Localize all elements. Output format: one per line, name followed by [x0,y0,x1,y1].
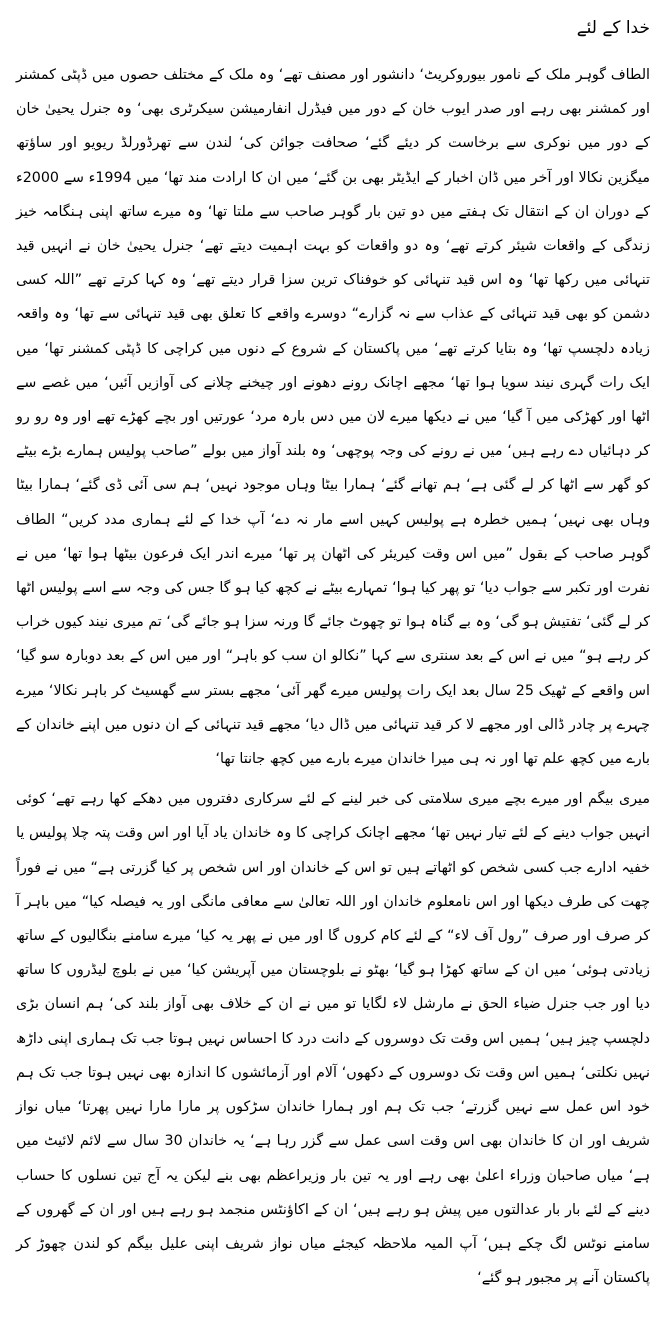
article-title: خدا کے لئے [576,18,650,38]
article-paragraph-2: میری بیگم اور میرے بچے میری سلامتی کی خبر لینے کے لئے سرکاری دفتروں میں دھکے کھا رہے تھے‘ کوئی انہیں جواب دینے کے لئے تیار نہیں تھا‘ مجھے اچانک کراچی کا وہ خاندان یاد آیا اور اس وقت پتہ چلا پولیس یا خفیہ ادارے جب کسی شخص کو اٹھاتے ہیں تو اس کے خاندان اور اس شخص پر کیا گزرتی ہے“ میں نے فوراً چھت کی طرف دیکھا اور اس نامعلوم خاندان اور اللہ تعالیٰ سے معافی مانگی اور یہ فیصلہ کیا“ میں باہر آ کر صرف اور صرف ”رول آف لاء“ کے لئے کام کروں گا اور میں نے پھر یہ کیا‘ میرے سامنے بنگالیوں کے ساتھ زیادتی ہوئی‘ میں ان کے ساتھ کھڑا ہو گیا‘ بھٹو نے بلوچستان میں آپریشن کیا‘ میں نے بلوچ لیڈروں کا ساتھ دیا اور جب جنرل ضیاء الحق نے مارشل لاء لگایا تو میں نے ان کے خلاف بھی آواز بلند کی‘ ہم انسان بڑی دلچسپ چیز ہیں‘ ہمیں اس وقت تک دوسروں کے دانت درد کا احساس نہیں ہوتا جب تک ہماری اپنی داڑھ نہیں نکلتی‘ ہمیں اس وقت تک دوسروں کے دکھوں‘ آلام اور آزمائشوں کا اندازہ بھی نہیں ہوتا جب تک ہم خود اس عمل سے نہیں گزرتے‘ جب تک ہم اور ہمارا خاندان سڑکوں پر مارا مارا نہیں پھرتا‘ میاں نواز شریف اور ان کا خاندان بھی اس وقت اسی عمل سے گزر رہا ہے‘ یہ خاندان 30 سال سے لائم لائیٹ میں ہے‘ میاں صاحبان وزراء اعلیٰ بھی رہے اور یہ تین بار وزیراعظم بھی بنے لیکن یہ آج تین نسلوں کا حساب دینے کے لئے بار بار عدالتوں میں پیش ہو رہے ہیں‘ ان کے اکاؤنٹس منجمد ہو رہے ہیں اور ان کے گھروں کے سامنے نوٹس لگ چکے ہیں‘ آپ المیہ ملاحظہ کیجئے میاں نواز شریف اپنی علیل بیگم کو لندن چھوڑ کر پاکستان آنے پر مجبور ہو گئے‘ [16,791,650,1287]
article-paragraph-1: الطاف گوہر ملک کے نامور بیوروکریٹ‘ دانشور اور مصنف تھے‘ وہ ملک کے مختلف حصوں میں ڈپٹی کمشنر اور کمشنر بھی رہے اور صدر ایوب خان کے دور میں فیڈرل انفارمیشن سیکرٹری بھی‘ وہ جنرل یحییٰ خان کے دور میں نوکری سے برخاست کر دیئے گئے‘ صحافت جوائن کی‘ لندن سے تھرڈورلڈ ریویو اور ساؤتھ میگزین نکالا اور آخر میں ڈان اخبار کے ایڈیٹر بھی بن گئے‘ میں ان کا ارادت مند تھا‘ میں 1994ء سے 2000ء کے دوران ان کے انتقال تک ہفتے میں دو تین بار گوہر صاحب سے ملتا تھا‘ وہ میرے ساتھ اپنی ہنگامہ خیز زندگی کے واقعات شیئر کرتے تھے‘ وہ دو واقعات کو بہت اہمیت دیتے تھے‘ جنرل یحییٰ خان نے انہیں قید تنہائی میں رکھا تھا‘ وہ اس قید تنہائی کو خوفناک ترین سزا قرار دیتے تھے‘ وہ کہا کرتے تھے ”اللہ کسی دشمن کو بھی قید تنہائی کے عذاب سے نہ گزارے“ دوسرے واقعے کا تعلق بھی قید تنہائی سے تھا‘ وہ واقعہ زیادہ دلچسپ تھا‘ وہ بتایا کرتے تھے‘ میں پاکستان کے شروع کے دنوں میں کراچی کا ڈپٹی کمشنر تھا‘ میں ایک رات گہری نیند سویا ہوا تھا‘ مجھے اچانک رونے دھونے اور چیخنے چلانے کی آوازیں آئیں‘ میں غصے سے اٹھا اور کھڑکی میں آ گیا‘ میں نے دیکھا میرے لان میں دس بارہ مرد‘ عورتیں اور بچے کھڑے تھے اور وہ رو رو کر دہائیاں دے رہے ہیں‘ میں نے رونے کی وجہ پوچھی‘ وہ بلند آواز میں بولے ”صاحب پولیس ہمارے بڑے بیٹے کو گھر سے اٹھا کر لے گئی ہے‘ ہم تھانے گئے‘ ہمارا بیٹا وہاں موجود نہیں‘ ہم سی آئی ڈی گئے‘ ہمارا بیٹا وہاں بھی نہیں‘ ہمیں خطرہ ہے پولیس کہیں اسے مار نہ دے‘ آپ خدا کے لئے ہماری مدد کریں“ الطاف گوہر صاحب کے بقول ”میں اس وقت کیریئر کی اٹھان پر تھا‘ میرے اندر ایک فرعون بیٹھا ہوا تھا‘ میں نے نفرت اور تکبر سے جواب دیا‘ تو پھر کیا ہوا‘ تمہارے بیٹے نے کچھ کیا ہو گا جس کی وجہ سے اسے پولیس اٹھا کر لے گئی‘ تفتیش ہو گی‘ وہ بے گناہ ہوا تو چھوٹ جائے گا ورنہ سزا ہو جائے گی‘ تم میری نیند کیوں خراب کر رہے ہو“ میں نے اس کے بعد سنتری سے کہا ”نکالو ان سب کو باہر“ اور میں اس کے بعد دوبارہ سو گیا‘ اس واقعے کے ٹھیک 25 سال بعد ایک رات پولیس میرے گھر آئی‘ مجھے بستر سے گھسیٹ کر باہر نکالا‘ میرے چہرے پر چادر ڈالی اور مجھے لا کر قید تنہائی میں ڈال دیا‘ مجھے قید تنہائی کے ان دنوں میں اپنے خاندان کے بارے میں کچھ علم تھا اور نہ ہی میرا خاندان میرے بارے میں کچھ جانتا تھا‘ [16,67,651,768]
